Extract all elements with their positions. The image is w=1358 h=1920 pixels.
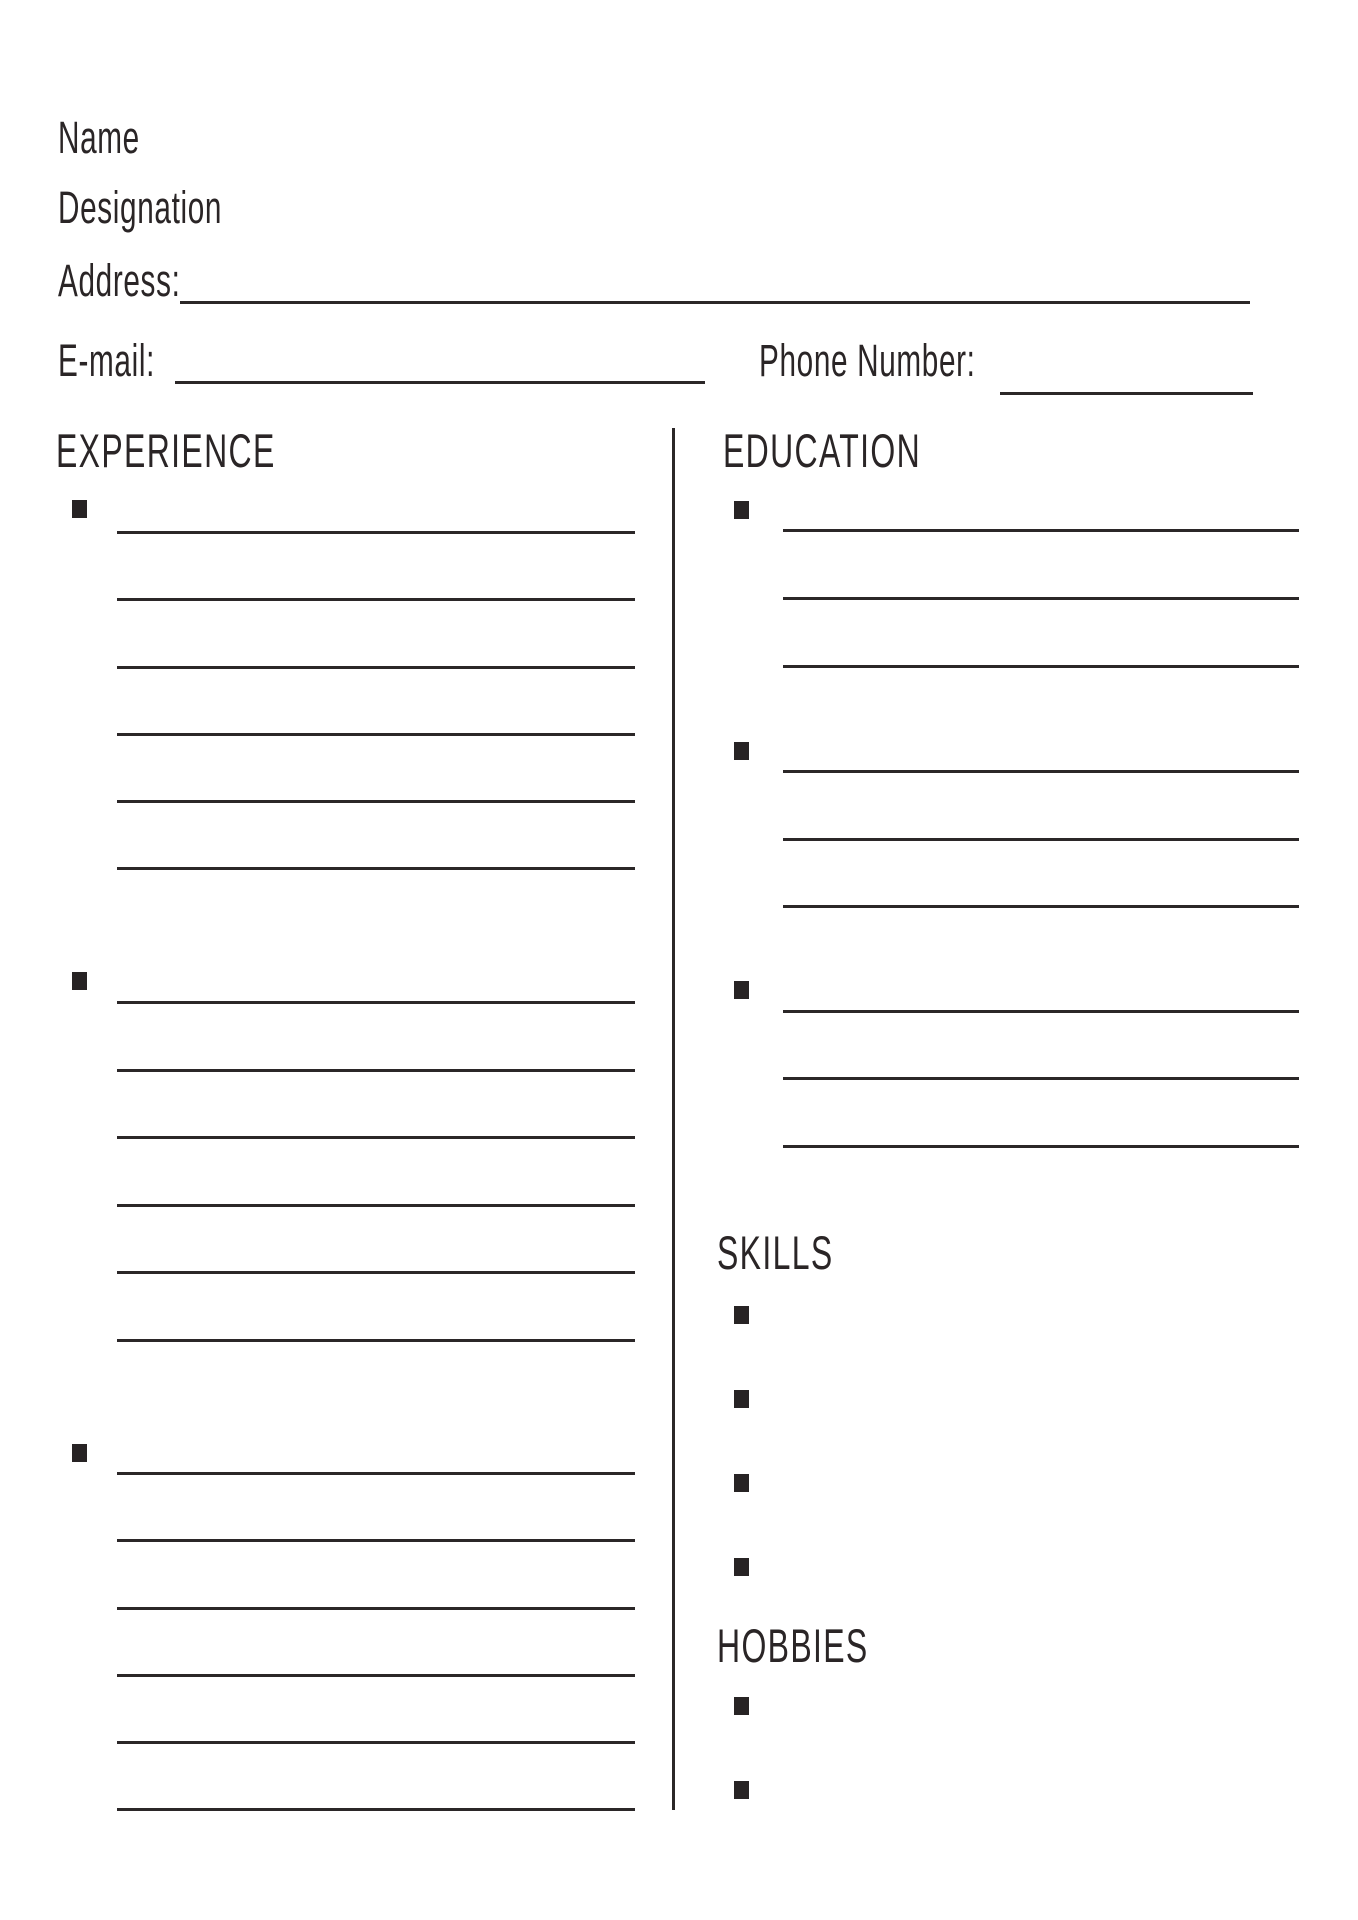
hobbies-section-header (717, 1619, 940, 1672)
experience-blank-line (117, 1539, 635, 1542)
experience-blank-line (117, 1339, 635, 1342)
experience-blank-line (117, 1808, 635, 1811)
experience-blank-line (117, 1741, 635, 1744)
experience-blank-line (117, 1136, 635, 1139)
experience-blank-line (117, 867, 635, 870)
phone-row (759, 335, 1087, 386)
education-title: EDUCATION (723, 424, 922, 477)
skills-bullet-icon (734, 1558, 749, 1576)
education-blank-line (783, 905, 1299, 908)
column-divider (672, 428, 675, 1810)
education-bullet-icon (734, 981, 749, 999)
education-blank-line (783, 770, 1299, 773)
name-label: Name (58, 112, 140, 163)
experience-blank-line (117, 531, 635, 534)
education-bullet-icon (734, 742, 749, 760)
experience-title: EXPERIENCE (56, 424, 276, 477)
experience-blank-line (117, 1001, 635, 1004)
experience-blank-line (117, 666, 635, 669)
skills-bullet-icon (734, 1474, 749, 1492)
skills-bullet-icon (734, 1306, 749, 1324)
phone-label: Phone Number: (759, 335, 976, 386)
education-bullet-icon (734, 501, 749, 519)
experience-blank-line (117, 1607, 635, 1610)
hobbies-bullet-icon (734, 1781, 749, 1799)
education-blank-line (783, 665, 1299, 668)
email-label: E-mail: (58, 335, 156, 386)
education-section-header (723, 424, 1014, 477)
experience-blank-line (117, 598, 635, 601)
experience-blank-line (117, 1674, 635, 1677)
hobbies-bullet-icon (734, 1697, 749, 1715)
designation-row (58, 182, 307, 233)
education-blank-line (783, 1077, 1299, 1080)
skills-bullet-icon (734, 1390, 749, 1408)
email-write-in-line (175, 381, 705, 384)
name-row (58, 112, 182, 163)
skills-section-header (717, 1226, 888, 1279)
experience-bullet-icon (72, 1444, 87, 1462)
experience-blank-line (117, 733, 635, 736)
experience-blank-line (117, 1472, 635, 1475)
education-blank-line (783, 1010, 1299, 1013)
experience-section-header (56, 424, 379, 477)
experience-bullet-icon (72, 972, 87, 990)
experience-bullet-icon (72, 500, 87, 518)
address-label: Address: (58, 255, 181, 306)
address-row (58, 255, 244, 306)
skills-title: SKILLS (717, 1226, 834, 1279)
email-row (58, 335, 205, 386)
education-blank-line (783, 1145, 1299, 1148)
hobbies-title: HOBBIES (717, 1619, 869, 1672)
phone-write-in-line (1000, 392, 1253, 395)
experience-blank-line (117, 800, 635, 803)
experience-blank-line (117, 1271, 635, 1274)
designation-label: Designation (58, 182, 223, 233)
education-blank-line (783, 838, 1299, 841)
education-blank-line (783, 529, 1299, 532)
education-blank-line (783, 597, 1299, 600)
experience-blank-line (117, 1204, 635, 1207)
experience-blank-line (117, 1069, 635, 1072)
address-write-in-line (180, 301, 1250, 304)
